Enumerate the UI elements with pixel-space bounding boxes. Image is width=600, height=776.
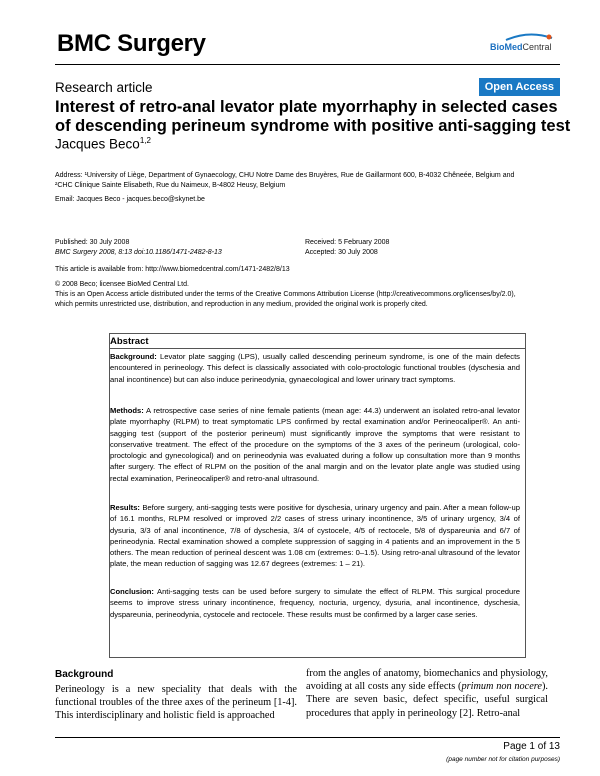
abstract-rule (110, 348, 525, 349)
author (55, 136, 151, 152)
dates-info (305, 238, 389, 258)
page-note: (page number not for citation purposes) (446, 756, 560, 763)
abstract-conclusion: Conclusion: Anti-sagging tests can be used before surgery to simulate the effect of RLPM. This surgical procedure seems to improve stress urinary incontinence, frequency, nocturia, urgency, dysuria, anal incontinence, dyschesia, dyspareunia, perineodynia, cystocele and rectocele. These results must be confirmed by a larger case series. (110, 587, 520, 619)
article-title: Interest of retro-anal levator plate myorrhaphy in selected cases of descending perineum syndrome with positive anti-sagging test (55, 98, 571, 135)
license-line-2: which permits unrestricted use, distribution, and reproduction in any medium, provided the original work is properly cited. (55, 301, 428, 308)
article-url[interactable]: This article is available from: http://www.biomedcentral.com/1471-2482/8/13 (55, 266, 290, 273)
biomed-central-logo (490, 32, 560, 54)
body-left-column: Perineology is a new speciality that deals with the functional troubles of the three axes of the perineum [1-4]. This interdisciplinary and holistic field is approached (55, 684, 297, 722)
publication-info (55, 238, 222, 258)
citation: BMC Surgery 2008, 8:13 doi:10.1186/1471-2482-8-13 (55, 249, 222, 256)
abstract-heading: Abstract (110, 336, 149, 347)
author-affiliation: 1,2 (139, 136, 151, 145)
address (55, 171, 575, 191)
journal-title: BMC Surgery (57, 30, 206, 57)
published-date: Published: 30 July 2008 (55, 239, 130, 246)
address-line-1: Address: ¹University of Liège, Department of Gynaecology, CHU Notre Dame des Bruyères, Rue de Gaillarmont 600, B-4032 Chêneée, Belgium and (55, 172, 515, 179)
body-right-column: from the angles of anatomy, biomechanics and physiology, avoiding at all costs any side effects (primum non nocere). There are seven basic, defect specific, useful surgical procedures that apply in perineology [2]. Retro-anal (306, 668, 549, 719)
logo-wordmark: BioMedCentral (490, 42, 552, 52)
email: Email: Jacques Beco - jacques.beco@skynet.be (55, 196, 205, 203)
license-line-1: This is an Open Access article distributed under the terms of the Creative Commons Attribution License (http://creativecommons.org/licenses/by/2.0), (55, 291, 516, 298)
header-rule (55, 64, 560, 65)
page-number: Page 1 of 13 (503, 741, 560, 752)
received-date: Received: 5 February 2008 (305, 239, 390, 246)
background-heading: Background (55, 669, 114, 680)
abstract-results: Results: Before surgery, anti-sagging tests were positive for dyschesia, urinary urgency and pain. After a mean follow-up of 16.1 months, RLPM resolved or improved 2/2 cases of stress urinary incontinence, 3/5 of urinary urgency, 3/4 of dysuria, 3/3 of anal incontinence, 7/8 of dyschesia, 3/4 of cystocele, 4/5 of rectocele, 5/8 of dyspareunia and 6/7 of perineodynia. Rectal examination showed a complete suppression of sagging in 4 patients and an improvement in the 5 others. The mean reduction of perineal descent was 1.08 cm (extremes: 0–1.5). Using retro-anal ultrasound of the levator plate, the mean reduction of sagging was 12.67 degrees (extremes: 1 – 21). (110, 503, 520, 569)
article-type: Research article (55, 80, 153, 95)
abstract-methods: Methods: A retrospective case series of nine female patients (mean age: 44.3) underwent an isolated retro-anal levator plate myorrhaphy (RLPM) to treat symptomatic LPS confirmed by rectal examination and/or Perineocaliper®. An anti-sagging test (support of the posterior perineum) must significantly improve the symptoms that were resistant to conservative treatment. The effect of the procedure on the symptoms of the 3 axes of the perineum (urological, colo-proctologic and gynecological) and on perineodynia was evaluated during a follow up consultation more than 9 months after surgery. The effect of RLPM on the position of the anal margin and on the levator plate angle was studied using rectal examination, Perineocaliper® and retro-anal ultrasound. (110, 406, 520, 483)
copyright-line: © 2008 Beco; licensee BioMed Central Ltd. (55, 281, 189, 288)
abstract-background: Background: Levator plate sagging (LPS), usually called descending perineum syndrome, is one of the main defects encountered in perineology. This defect is classically associated with colo-proctologic functional troubles (dyschesia and anal incontinence) but can also induce perineodynia, gynaecological and lower urinary tract symptoms. (110, 352, 520, 384)
footer-rule (55, 737, 560, 738)
copyright (55, 280, 575, 310)
author-name: Jacques Beco (55, 136, 140, 152)
accepted-date: Accepted: 30 July 2008 (305, 249, 378, 256)
address-line-2: ²CHC Clinique Sainte Elisabeth, Rue du Naimeux, B-4802 Heusy, Belgium (55, 182, 286, 189)
logo-swoosh-icon (504, 32, 554, 42)
open-access-badge: Open Access (479, 78, 560, 96)
